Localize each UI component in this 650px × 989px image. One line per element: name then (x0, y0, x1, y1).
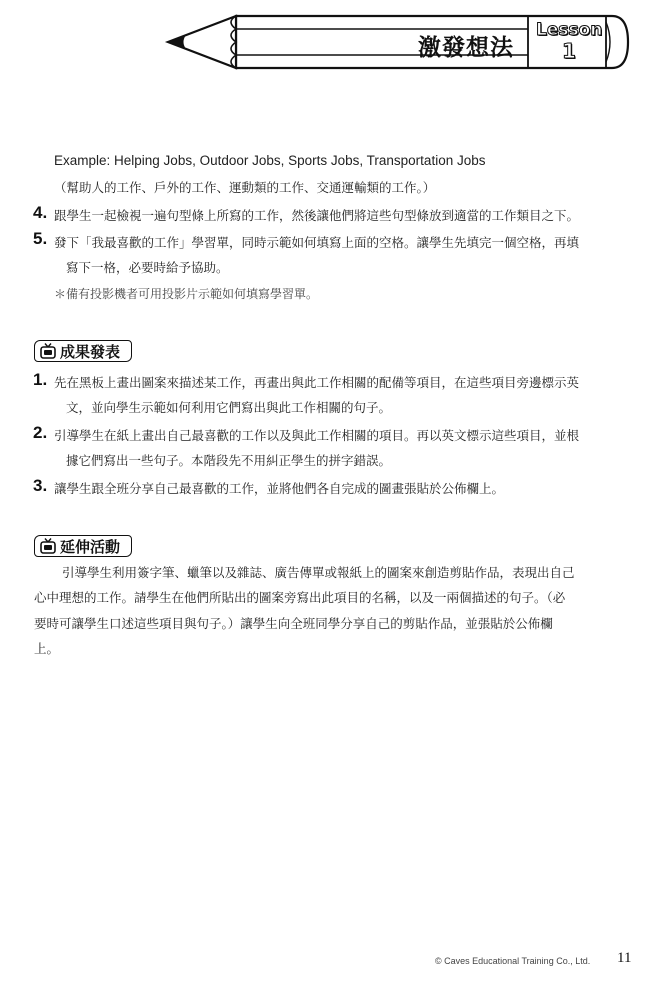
header-title: 激發想法 (418, 35, 514, 61)
item-number: 1. (33, 370, 48, 389)
paragraph-line: 引導學生利用簽字筆、蠟筆以及雜誌、廣告傳單或報紙上的圖案來創造剪貼作品，表現出自己 (62, 565, 575, 580)
item-text: 據它們寫出一些句子。本階段先不用糾正學生的拼字錯誤。 (66, 453, 392, 468)
item-number: 2. (33, 423, 48, 442)
section-heading-presentation (34, 340, 132, 362)
paragraph-line: 心中理想的工作。請學生在他們所貼出的圖案旁寫出此項目的名稱，以及一兩個描述的句子。（必 (34, 590, 566, 605)
step-text: 發下「我最喜歡的工作」學習單，同時示範如何填寫上面的空格。讓學生先填完一個空格，再填 (54, 235, 580, 250)
step-text: 跟學生一起檢視一遍句型條上所寫的工作，然後讓他們將這些句型條放到適當的工作類目之下。 (54, 208, 580, 223)
paragraph-line: 上。 (34, 641, 60, 656)
paragraph-line: 要時可讓學生口述這些項目與句子。）讓學生向全班同學分享自己的剪貼作品，並張貼於公佈欄 (34, 616, 553, 631)
example-translation: （幫助人的工作、戶外的工作、運動類的工作、交通運輸類的工作。） (54, 180, 436, 195)
step-note: ＊備有投影機者可用投影片示範如何填寫學習單。 (54, 287, 319, 301)
lesson-number: 1 (562, 39, 576, 63)
section-heading-extension (34, 535, 132, 557)
page-number: 11 (617, 950, 632, 966)
item-text: 引導學生在紙上畫出自己最喜歡的工作以及與此工作相關的項目。再以英文標示這些項目，並根 (54, 428, 580, 443)
copyright-notice: © Caves Educational Training Co., Ltd. (435, 956, 591, 966)
item-text: 讓學生跟全班分享自己最喜歡的工作，並將他們各自完成的圖畫張貼於公佈欄上。 (54, 481, 505, 496)
section-title: 延伸活動 (60, 537, 121, 556)
item-text: 先在黑板上畫出圖案來描述某工作，再畫出與此工作相關的配備等項目，在這些項目旁邊標示英 (54, 375, 580, 390)
item-number: 3. (33, 476, 48, 495)
lesson-label: Lesson (536, 20, 603, 40)
item-text: 文，並向學生示範如何利用它們寫出與此工作相關的句子。 (66, 400, 392, 415)
example-text: Example: Helping Jobs, Outdoor Jobs, Sports Jobs, Transportation Jobs (54, 153, 486, 168)
section-title: 成果發表 (60, 342, 121, 361)
tv-icon (39, 342, 57, 360)
step-number: 4. (33, 203, 48, 222)
step-text: 寫下一格，必要時給予協助。 (66, 260, 229, 275)
step-number: 5. (33, 229, 48, 248)
tv-icon (39, 537, 57, 555)
